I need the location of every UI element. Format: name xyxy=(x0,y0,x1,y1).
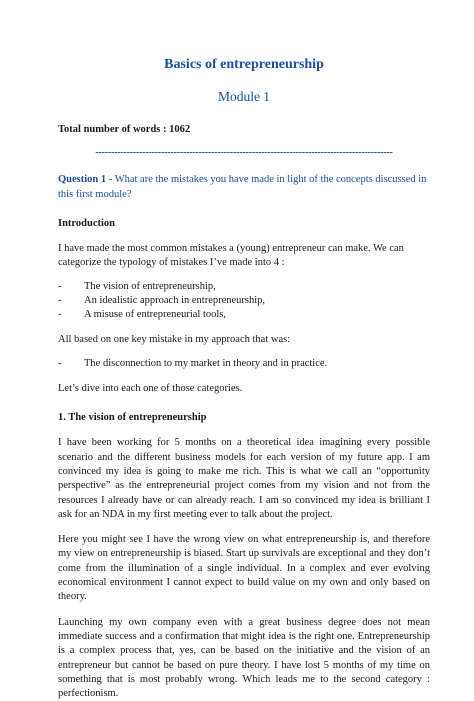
list-item: - A misuse of entrepreneurial tools, xyxy=(58,309,227,321)
mistakes-list xyxy=(58,280,430,323)
module-subtitle: Module 1 xyxy=(217,89,271,104)
question-1 xyxy=(58,173,430,202)
section-1-heading: 1. The vision of entrepreneurship xyxy=(58,412,207,424)
paragraph-3: Launching my own company even with a great business degree does not mean immediate success and a confirmation that might idea is the right one. Entrepreneurship is a complex process that, yes, can be based on the initiative and the vision of an entrepreneur but cannot be based on pure theory. I have lost 5 months of my time on something that is most probably wrong. Which leads me to the second category : perfectionism. xyxy=(58,616,430,700)
dive-paragraph: Let’s dive into each one of those categories. xyxy=(58,383,243,395)
list-item: - The vision of entrepreneurship, xyxy=(58,280,216,292)
intro-paragraph: I have made the most common mistakes a (young) entrepreneur can make. We can categorize the typology of mistakes I’ve made into 4 : xyxy=(58,243,404,269)
list-item: - The disconnection to my market in theory and in practice. xyxy=(58,357,328,369)
paragraph-1: I have been working for 5 months on a theoretical idea imagining every possible scenario and the different business models for each version of my future app. I am convinced my idea is going to make me rich. This is what we call an “opportunity perspective” as the entrepreneurial project comes from my vision and not from the resources I already have or can already reach. I am so convinced my idea is brilliant I ask for an NDA in my first meeting ever to talk about the project. xyxy=(58,437,430,520)
key-mistake-list xyxy=(58,357,430,371)
list-item: - An idealistic approach in entrepreneurship, xyxy=(58,294,266,306)
document-title: Basics of entrepreneurship xyxy=(164,57,324,72)
paragraph-2: Here you might see I have the wrong view on what entrepreneurship is, and therefore my view on entrepreneurship is biased. Start up survivals are exceptional and they don’t come from the illumination of a single individual. In a complex and ever evolving economical environment I cannot expect to build value on my own and only based on theory. xyxy=(58,534,430,603)
separator-line: ----------------------------------------------------------------------------------------------- xyxy=(95,147,393,158)
word-count: Total number of words : 1062 xyxy=(58,124,191,135)
intro-heading: Introduction xyxy=(58,218,115,229)
question-label: Question 1 xyxy=(58,174,107,185)
based-paragraph: All based on one key mistake in my approach that was: xyxy=(58,334,291,346)
question-text: - What are the mistakes you have made in light of the concepts discussed in this first module? xyxy=(58,174,427,200)
